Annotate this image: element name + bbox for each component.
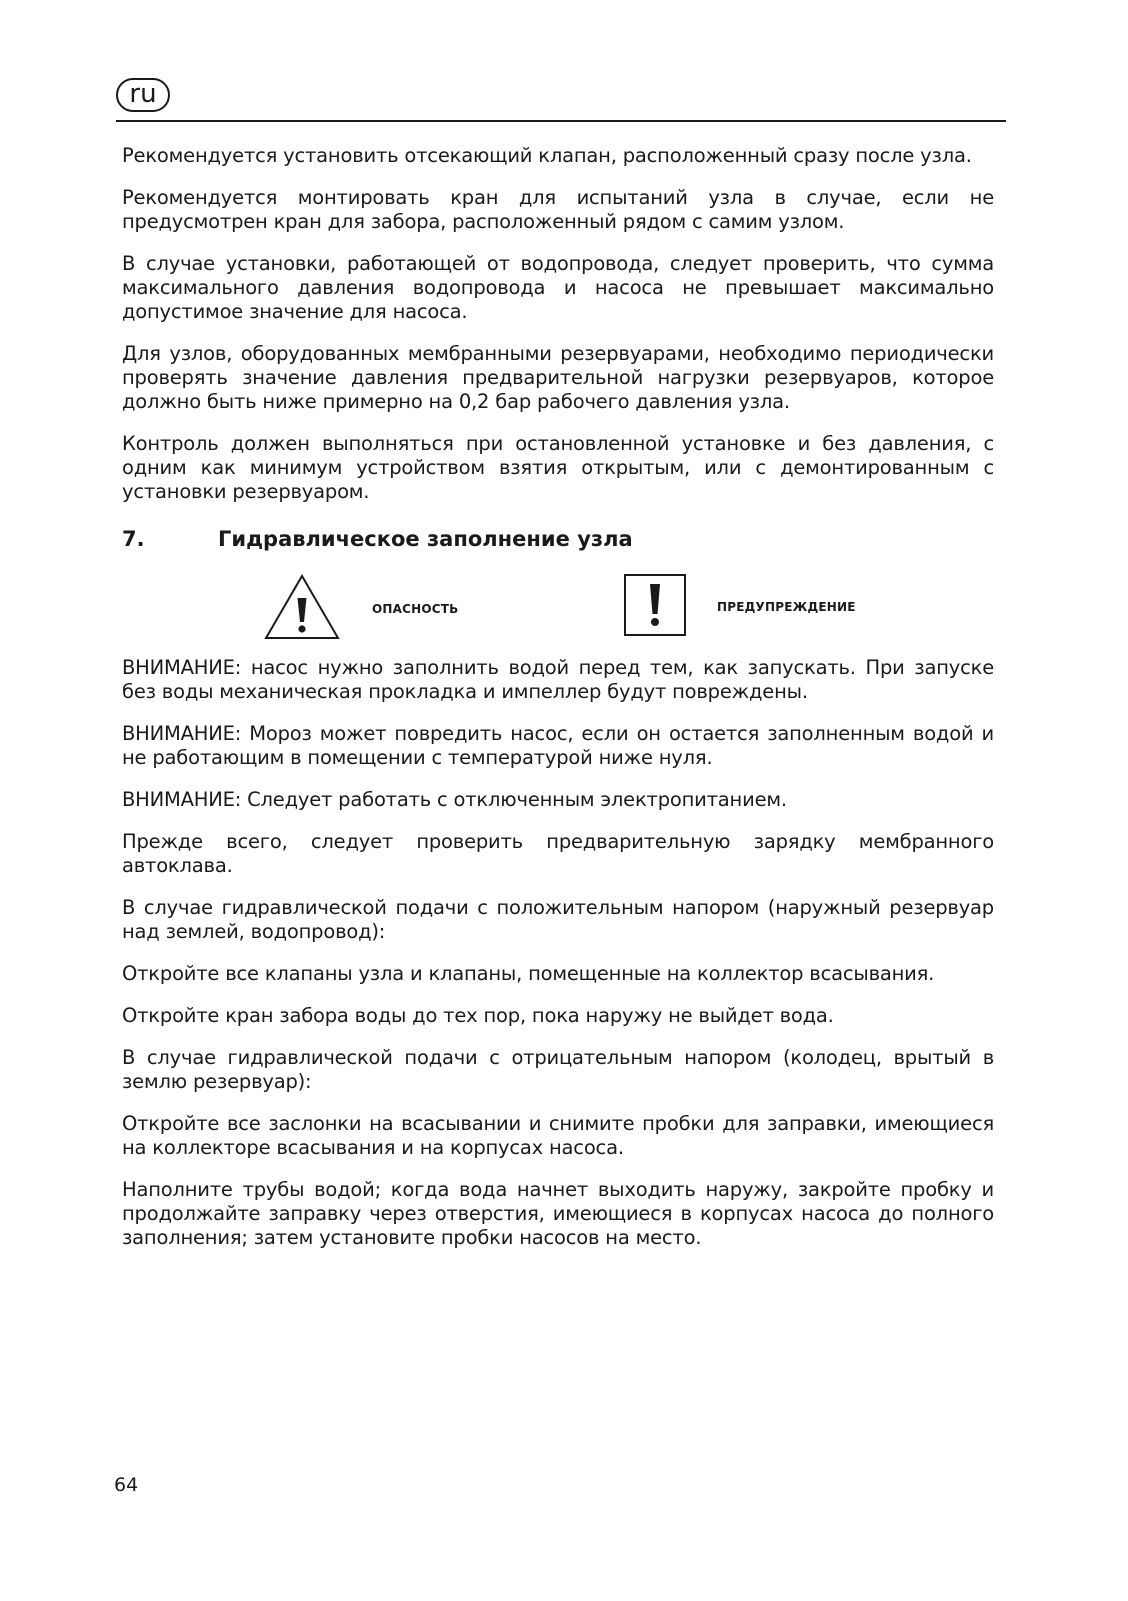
paragraph: Наполните трубы водой; когда вода начнет выходить наружу, закройте пробку и продолжайте заправку через отверстия, имеющиеся в корпусах насоса до полного заполнения; затем установите пробки насосов на место. bbox=[122, 1178, 994, 1249]
paragraph: В случае установки, работающей от водопровода, следует проверить, что сумма максимального давления водопровода и насоса не превышает максимально допустимое значение для насоса. bbox=[122, 252, 994, 323]
section-heading bbox=[122, 526, 994, 552]
language-badge bbox=[116, 78, 170, 112]
section-title: Гидравлическое заполнение узла bbox=[218, 527, 633, 551]
paragraph: Для узлов, оборудованных мембранными резервуарами, необходимо периодически проверять значение давления предварительной нагрузки резервуаров, которое должно быть ниже примерно на 0,2 бар рабочего давления узла. bbox=[122, 342, 994, 413]
paragraph: Откройте все клапаны узла и клапаны, помещенные на коллектор всасывания. bbox=[122, 962, 935, 985]
language-code: ru bbox=[129, 78, 157, 109]
paragraph: Откройте все заслонки на всасывании и снимите пробки для заправки, имеющиеся на коллекторе всасывания и на корпусах насоса. bbox=[122, 1112, 994, 1159]
warning-square-icon bbox=[624, 574, 686, 636]
paragraph: ВНИМАНИЕ: Следует работать с отключенным электропитанием. bbox=[122, 788, 787, 811]
danger-label: ОПАСНОСТЬ bbox=[372, 602, 459, 616]
paragraph: В случае гидравлической подачи с отрицательным напором (колодец, врытый в землю резервуар): bbox=[122, 1046, 994, 1093]
warning-label: ПРЕДУПРЕЖДЕНИЕ bbox=[717, 600, 856, 614]
danger-triangle-icon bbox=[264, 574, 340, 640]
paragraph: Контроль должен выполняться при остановленной установке и без давления, с одним как минимум устройством взятия открытым, или с демонтированным с установки резервуаром. bbox=[122, 432, 994, 503]
paragraph: Прежде всего, следует проверить предварительную зарядку мембранного автоклава. bbox=[122, 830, 994, 877]
header-divider bbox=[116, 120, 1006, 122]
paragraph: В случае гидравлической подачи с положительным напором (наружный резервуар над землей, водопровод): bbox=[122, 896, 994, 943]
section-number: 7. bbox=[122, 527, 145, 551]
paragraph: Рекомендуется монтировать кран для испытаний узла в случае, если не предусмотрен кран для забора, расположенный рядом с самим узлом. bbox=[122, 186, 994, 233]
paragraph: ВНИМАНИЕ: Мороз может повредить насос, если он остается заполненным водой и не работающим в помещении с температурой ниже нуля. bbox=[122, 722, 994, 769]
paragraph: Откройте кран забора воды до тех пор, пока наружу не выйдет вода. bbox=[122, 1004, 834, 1027]
paragraph: Рекомендуется установить отсекающий клапан, расположенный сразу после узла. bbox=[122, 144, 972, 167]
page-content bbox=[122, 144, 994, 1268]
paragraph: ВНИМАНИЕ: насос нужно заполнить водой перед тем, как запускать. При запуске без воды механическая прокладка и импеллер будут повреждены. bbox=[122, 656, 994, 703]
safety-symbols bbox=[122, 574, 994, 640]
page-number: 64 bbox=[114, 1474, 139, 1496]
